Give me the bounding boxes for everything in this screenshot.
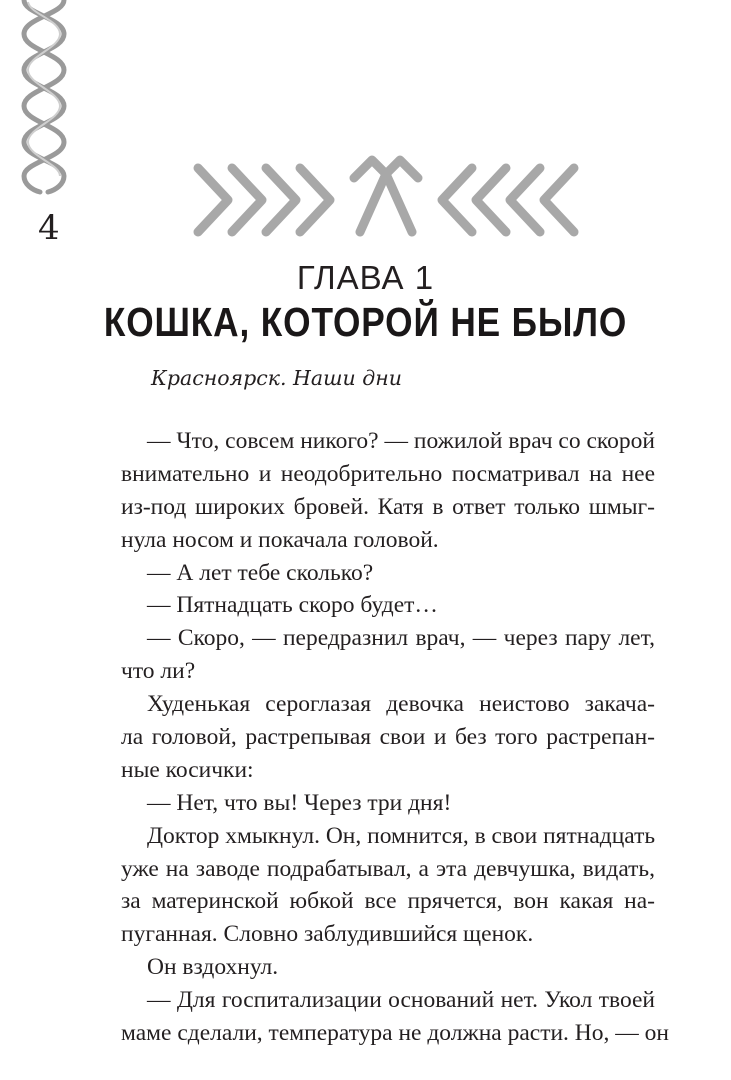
text-line: — Нет, что вы! Через три дня! [147,789,452,816]
text-line: — Что, совсем никого? — пожилой врач со скорой [147,428,655,454]
chevron-rune-ornament [186,150,586,250]
text-line: Доктор хмыкнул. Он, помнится, в свои пятнадцать [147,822,656,849]
dateline: Красноярск. Наши дни [151,366,402,390]
text-line: маме сделали, температура не должна расти. Но, — он [121,1020,669,1047]
text-line: ные косички: [121,756,254,783]
text-line: за материнской юбкой все прячется, вон какая на- [121,888,655,915]
text-line: — Скоро, — передразнил врач, — через пару лет, [147,625,655,652]
text-line: — А лет тебе сколько? [147,559,374,586]
page-number: 4 [38,208,60,248]
text-line: что ли? [121,658,196,685]
text-line: нула носом и покачала головой. [121,526,439,553]
text-line: — Пятнадцать скоро будет… [147,592,438,619]
text-line: из-под широких бровей. Катя в ответ только шмыг- [121,493,655,520]
text-line: Худенькая сероглазая девочка неистово закача- [147,691,655,718]
text-line: — Для госпитализации оснований нет. Укол твоей [147,987,655,1014]
text-line: ла головой, растрепывая свои и без того растрепан- [121,724,655,751]
braided-knot-ornament [18,0,70,196]
chapter-label: ГЛАВА 1 [296,259,435,296]
text-line: пуганная. Словно заблудившийся щенок. [121,921,534,948]
text-line: Он вздохнул. [147,954,279,981]
body-text [121,425,669,1050]
text-line: внимательно и неодобрительно посматривал на нее [121,460,655,487]
text-line: уже на заводе подрабатывал, а эта девчушка, видать, [121,855,655,882]
chapter-title: КОШКА, КОТОРОЙ НЕ БЫЛО [103,299,628,345]
